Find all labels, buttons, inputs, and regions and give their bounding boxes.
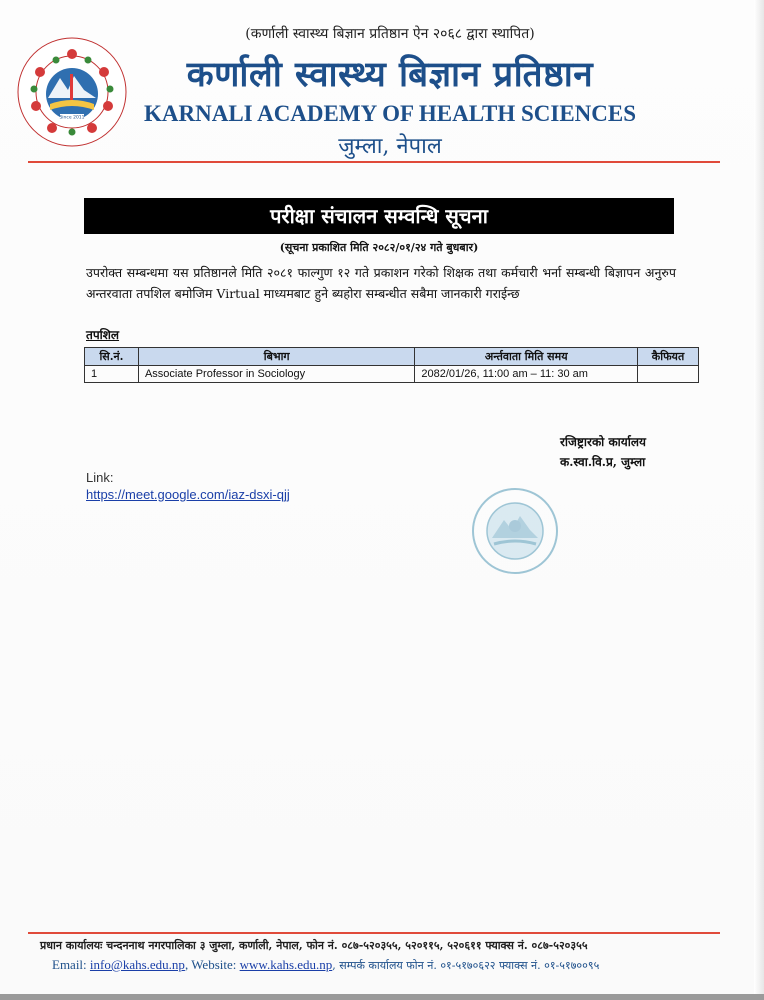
bottom-edge xyxy=(0,994,764,1000)
interview-schedule-table xyxy=(84,347,699,383)
header-subtitle: (कर्णाली स्वास्थ्य बिज्ञान प्रतिष्ठान ऐन २०६८ द्वारा स्थापित) xyxy=(245,26,535,42)
col-header-datetime: अर्न्तवाता मिति समय xyxy=(415,348,638,366)
details-heading: तपशिल xyxy=(86,328,120,342)
cell-datetime: 2082/01/26, 11:00 am – 11: 30 am xyxy=(415,366,638,383)
official-stamp-icon xyxy=(470,486,560,576)
notice-body: उपरोक्त सम्बन्धमा यस प्रतिष्ठानले मिति २०८१ फाल्गुण १२ गते प्रकाशन गरेको शिक्षक तथा कर्मचारी भर्ना सम्बन्धी बिज्ञापन अनुरुप अन्तरवाता तपशिल बमोजिम Virtual माध्यमबाट हुने ब्यहोरा सम्बन्धीत सबैमा जानकारी गराईन्छ xyxy=(86,265,676,301)
logo-year-text: Since 2011 xyxy=(59,115,85,121)
institution-location: जुम्ला, नेपाल xyxy=(338,134,442,159)
notice-title: परीक्षा संचालन सम्वन्धि सूचना xyxy=(84,198,674,234)
footer-contact xyxy=(52,957,742,973)
col-header-sn: सि.नं. xyxy=(85,348,139,366)
page-edge-shadow xyxy=(754,0,764,1000)
website-link[interactable]: www.kahs.edu.np xyxy=(239,957,333,972)
institution-title-nepali: कर्णाली स्वास्थ्य बिज्ञान प्रतिष्ठान xyxy=(186,54,594,95)
registrar-signature xyxy=(560,432,700,472)
institution-title-english: KARNALI ACADEMY OF HEALTH SCIENCES xyxy=(143,101,637,126)
email-link[interactable]: info@kahs.edu.np xyxy=(89,957,185,972)
header-divider xyxy=(28,161,720,163)
meeting-link[interactable]: https://meet.google.com/iaz-dsxi-qjj xyxy=(86,487,290,502)
link-label: Link: xyxy=(86,470,114,485)
col-header-department: बिभाग xyxy=(138,348,414,366)
col-header-remarks: कैफियत xyxy=(638,348,699,366)
cell-department: Associate Professor in Sociology xyxy=(138,366,414,383)
table-header-row xyxy=(85,348,699,366)
registrar-location: क.स्वा.वि.प्र, जुम्ला xyxy=(560,455,646,469)
cell-remarks xyxy=(638,366,699,383)
published-date: (सूचना प्रकाशित मिति २०८२/०१/२४ गते बुधबार) xyxy=(279,241,479,254)
kahs-logo-icon xyxy=(16,36,128,148)
table-row xyxy=(85,366,699,383)
cell-sn: 1 xyxy=(85,366,139,383)
footer-address: प्रधान कार्यालयः चन्दननाथ नगरपालिका ३ जुम्ला, कर्णाली, नेपाल, फोन नं. ०८७-५२०३५५, ५२०११५, ५२०६११ फ्याक्स नं. ०८७-५२०३५५ xyxy=(40,939,588,952)
website-label: , Website: xyxy=(184,957,237,972)
email-label: Email: xyxy=(52,957,87,972)
contact-office: , सम्पर्क कार्यालय फोन नं. ०१-५१७०६२२ फ्याक्स नं. ०१-५१७००९५ xyxy=(332,959,600,972)
footer-divider xyxy=(28,932,720,934)
registrar-office: रजिष्ट्रारको कार्यालय xyxy=(560,435,646,449)
